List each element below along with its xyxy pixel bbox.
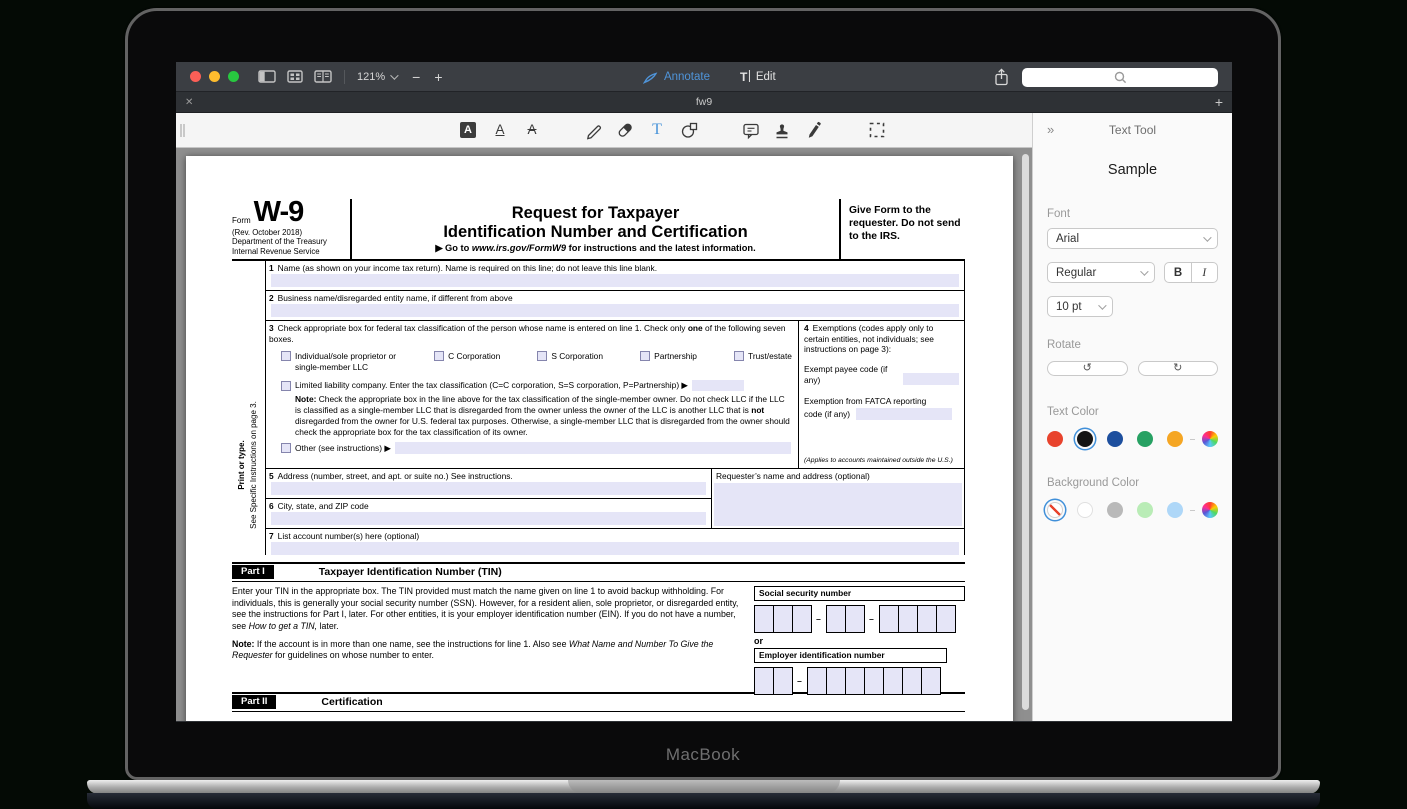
chevron-down-icon xyxy=(1203,233,1211,241)
form-row-6: 6 City, state, and ZIP code xyxy=(266,499,711,525)
part2-badge: Part II xyxy=(232,695,276,709)
checkbox-partnership[interactable]: Partnership xyxy=(640,351,697,373)
font-style-select[interactable] xyxy=(1047,262,1155,283)
edit-text-icon: T xyxy=(740,70,750,84)
text-color-red[interactable] xyxy=(1047,431,1063,447)
ssn-boxes[interactable]: – – xyxy=(754,605,965,633)
annotate-pen-icon xyxy=(643,71,658,84)
fatca-note: (Applies to accounts maintained outside the U.S.) xyxy=(804,456,953,464)
font-section-label: Font xyxy=(1047,208,1071,220)
form-word: Form xyxy=(232,216,251,226)
annotation-toolbar xyxy=(176,113,1032,148)
background-color-green[interactable] xyxy=(1137,502,1153,518)
background-color-none-selected[interactable] xyxy=(1047,502,1063,518)
background-color-gray[interactable] xyxy=(1107,502,1123,518)
font-size-select[interactable] xyxy=(1047,296,1113,317)
font-style-value: Regular xyxy=(1056,266,1097,279)
toolbar-drag-handle[interactable] xyxy=(180,124,185,137)
form-row-1: 1 Name (as shown on your income tax return). Name is required on this line; do not leave this line blank. xyxy=(266,261,964,291)
side-instructions: Print or type. See Specific Instructions on page 3. xyxy=(236,401,258,529)
text-color-orange[interactable] xyxy=(1167,431,1183,447)
annotate-label: Annotate xyxy=(663,71,710,83)
city-state-zip-field[interactable] xyxy=(271,512,706,525)
tab-edit[interactable] xyxy=(740,70,776,84)
fatca-code-field[interactable] xyxy=(856,408,952,420)
or-label: or xyxy=(754,636,763,647)
form-revision: (Rev. October 2018) xyxy=(232,228,303,238)
form-irs: Internal Revenue Service xyxy=(232,246,320,256)
edit-label: Edit xyxy=(755,71,776,83)
bold-italic-group xyxy=(1164,262,1218,283)
document-area[interactable] xyxy=(176,148,1032,721)
other-field[interactable] xyxy=(395,442,791,454)
shapes-tool-icon[interactable] xyxy=(676,117,702,143)
font-family-value: Arial xyxy=(1056,232,1080,245)
form-row-7: 7 List account number(s) here (optional) xyxy=(266,529,964,555)
macbook-screen xyxy=(125,8,1281,780)
name-field[interactable] xyxy=(271,274,959,287)
form-main-title-1: Request for Taxpayer xyxy=(511,204,680,222)
highlight-tool-icon[interactable]: A xyxy=(455,117,481,143)
background-color-swatches xyxy=(1047,502,1218,518)
pen-tool-icon[interactable] xyxy=(581,117,607,143)
new-tab-button[interactable]: + xyxy=(1214,94,1223,110)
panel-title: Text Tool xyxy=(1108,123,1157,137)
search-icon xyxy=(1114,71,1127,84)
text-color-black-selected[interactable] xyxy=(1077,431,1093,447)
background-color-blue[interactable] xyxy=(1167,502,1183,518)
underline-tool-icon[interactable]: A xyxy=(495,122,505,138)
w9-form-page xyxy=(186,156,1013,721)
text-color-section-label: Text Color xyxy=(1047,406,1099,418)
text-tool-panel xyxy=(1032,113,1232,721)
background-color-wheel-icon[interactable] xyxy=(1202,502,1218,518)
text-color-swatches xyxy=(1047,431,1218,447)
zoom-out-button[interactable]: − xyxy=(412,68,421,85)
collapse-panel-icon[interactable]: » xyxy=(1047,122,1055,137)
business-name-field[interactable] xyxy=(271,304,959,317)
llc-classification-field[interactable] xyxy=(692,380,744,391)
form-title-w9: W-9 xyxy=(253,196,304,228)
text-color-green[interactable] xyxy=(1137,431,1153,447)
requester-field[interactable] xyxy=(714,483,962,526)
checkbox[interactable] xyxy=(434,351,444,361)
font-family-select[interactable] xyxy=(1047,228,1218,249)
fullscreen-window-button[interactable] xyxy=(228,71,239,82)
checkbox[interactable] xyxy=(281,443,291,453)
text-color-blue[interactable] xyxy=(1107,431,1123,447)
form-header xyxy=(232,196,965,261)
tab-bar xyxy=(176,92,1232,113)
ein-boxes[interactable]: – xyxy=(754,667,965,695)
strikethrough-tool-icon[interactable]: A xyxy=(527,122,537,138)
swatch-divider xyxy=(1190,510,1195,511)
sidebar-toggle-icon[interactable] xyxy=(258,70,276,83)
tab-title[interactable]: fw9 xyxy=(695,96,713,108)
window-controls xyxy=(190,71,239,82)
form-dept: Department of the Treasury xyxy=(232,237,327,247)
chevron-down-icon xyxy=(1141,267,1149,275)
form-row-3: 3 Check appropriate box for federal tax classification of the person whose name is entered on line 1. Check only one of the following seven boxes. Individual/sole proprietor or single-member LLC C Corporation S Corporation Partnership Trust/estate Limited liability company. Enter the tax classification (C=C corporation, S=S corporation, P=Partnership) ▶ Note: Check the appropriate box in the line above for the tax classification of the single-member owner. Do not check LLC if the LLC is classified as a single-member LLC that is disregarded from the owner unless the owner of the LLC is another LLC that is not disregarded from the owner for U.S. federal tax purposes. Otherwise, a single-member LLC that is disregarded from the owner should check the appropriate box for the tax classification of its owner. Other (see instructions) ▶ xyxy=(269,323,792,453)
rotate-section-label: Rotate xyxy=(1047,339,1081,351)
exempt-payee-code-field[interactable] xyxy=(903,373,959,385)
rotate-cw-button[interactable] xyxy=(1138,361,1219,376)
share-icon[interactable] xyxy=(994,68,1009,86)
font-sample-preview: Sample xyxy=(1107,162,1158,178)
zoom-dropdown[interactable] xyxy=(357,71,396,83)
form-row-4: 4 Exemptions (codes apply only to certain entities, not individuals; see instructions on page 3): Exempt payee code (if any) Exemption from FATCA reporting code (if any) (Applies to accounts maintained outside the U.S.) xyxy=(798,321,964,468)
titlebar xyxy=(176,62,1232,92)
checkbox[interactable] xyxy=(281,351,291,361)
minimize-window-button[interactable] xyxy=(209,71,220,82)
macbook-base-body xyxy=(87,793,1320,809)
pdf-app-window xyxy=(176,62,1232,722)
checkbox[interactable] xyxy=(281,381,291,391)
give-form-box: Give Form to the requester. Do not send to the IRS. xyxy=(849,205,961,243)
tab-annotate[interactable] xyxy=(643,71,710,84)
account-numbers-field[interactable] xyxy=(271,542,959,555)
form-main-title-2: Identification Number and Certification xyxy=(443,223,748,242)
rotate-ccw-button[interactable] xyxy=(1047,361,1128,376)
checkbox-trust-estate[interactable]: Trust/estate xyxy=(734,351,792,373)
text-tool-icon[interactable]: T xyxy=(652,121,662,138)
part2-header: Part II Certification xyxy=(232,692,965,712)
form-row-2: 2 Business name/disregarded entity name, if different from above xyxy=(266,291,964,321)
eraser-tool-icon[interactable] xyxy=(612,117,638,143)
checkbox-s-corporation[interactable]: S Corporation xyxy=(537,351,603,373)
part1-header: Part I Taxpayer Identification Number (TIN) xyxy=(232,562,965,582)
text-color-wheel-icon[interactable] xyxy=(1202,431,1218,447)
rotate-ccw-icon: ↺ xyxy=(1082,362,1092,374)
background-color-white[interactable] xyxy=(1077,502,1093,518)
close-window-button[interactable] xyxy=(190,71,201,82)
stamp-tool-icon[interactable] xyxy=(769,117,795,143)
italic-button[interactable]: I xyxy=(1202,266,1207,279)
llc-note: Note: Check the appropriate box in the line above for the tax classification of the single-member owner. Do not check LLC if the LLC is classified as a single-member LLC that is disregarded from the owner unless the owner of the LLC is another LLC that is not disregarded from the owner for U.S. federal tax purposes. Otherwise, a single-member LLC that is disregarded from the owner should check the appropriate box for the tax classification of its owner. xyxy=(295,393,790,438)
toolbar-divider xyxy=(344,70,345,84)
ssn-label: Social security number xyxy=(754,586,965,601)
form-goto-line: ▶ Go to www.irs.gov/FormW9 for instructions and the latest information. xyxy=(435,243,756,254)
signature-tool-icon[interactable] xyxy=(801,117,827,143)
font-size-value: 10 pt xyxy=(1056,300,1082,313)
checkbox[interactable] xyxy=(640,351,650,361)
part1-instructions: Enter your TIN in the appropriate box. The TIN provided must match the name given on line 1 to avoid backup withholding. For individuals, this is generally your social security number (SSN). However, for a resident alien, sole proprietor, or disregarded entity, see the instructions for Part I, later. For other entities, it is your employer identification number (EIN). If you do not have a number, see How to get a TIN, later. Note: If the account is in more than one name, see the instructions for line 1. Also see What Name and Number To Give the Requester for guidelines on whose number to enter. xyxy=(232,586,739,661)
select-tool-icon[interactable] xyxy=(864,117,890,143)
bold-button[interactable]: B xyxy=(1165,263,1191,282)
checkbox[interactable] xyxy=(734,351,744,361)
chevron-down-icon xyxy=(1098,301,1106,309)
vertical-scrollbar[interactable] xyxy=(1022,154,1029,710)
background-color-section-label: Background Color xyxy=(1047,477,1140,489)
chevron-down-icon xyxy=(390,71,398,79)
address-field[interactable] xyxy=(271,482,706,495)
form-row-5: 5 Address (number, street, and apt. or suite no.) See instructions. xyxy=(266,469,711,499)
close-tab-icon[interactable]: ✕ xyxy=(185,96,194,108)
swatch-divider xyxy=(1190,439,1195,440)
zoom-level: 121% xyxy=(357,70,386,83)
checkbox[interactable] xyxy=(537,351,547,361)
macbook-lid-notch xyxy=(568,780,840,793)
part1-badge: Part I xyxy=(232,565,274,579)
requester-box: Requester’s name and address (optional) xyxy=(711,469,964,528)
checkbox-llc[interactable]: Limited liability company. Enter the tax classification (C=C corporation, S=S corporation, P=Partnership) ▶ xyxy=(281,380,792,391)
search-input[interactable] xyxy=(1022,68,1218,87)
thumbnail-grid-icon[interactable] xyxy=(287,70,303,83)
ein-label: Employer identification number xyxy=(754,648,947,663)
note-tool-icon[interactable] xyxy=(738,117,764,143)
macbook-brand-label: MacBook xyxy=(665,745,741,764)
zoom-in-button[interactable]: + xyxy=(434,68,443,85)
rotate-cw-icon: ↻ xyxy=(1173,362,1183,374)
checkbox-individual[interactable]: Individual/sole proprietor or single-member LLC xyxy=(281,351,397,373)
checkbox-c-corporation[interactable]: C Corporation xyxy=(434,351,500,373)
checkbox-other[interactable]: Other (see instructions) ▶ xyxy=(281,442,792,454)
two-page-view-icon[interactable] xyxy=(314,70,332,83)
